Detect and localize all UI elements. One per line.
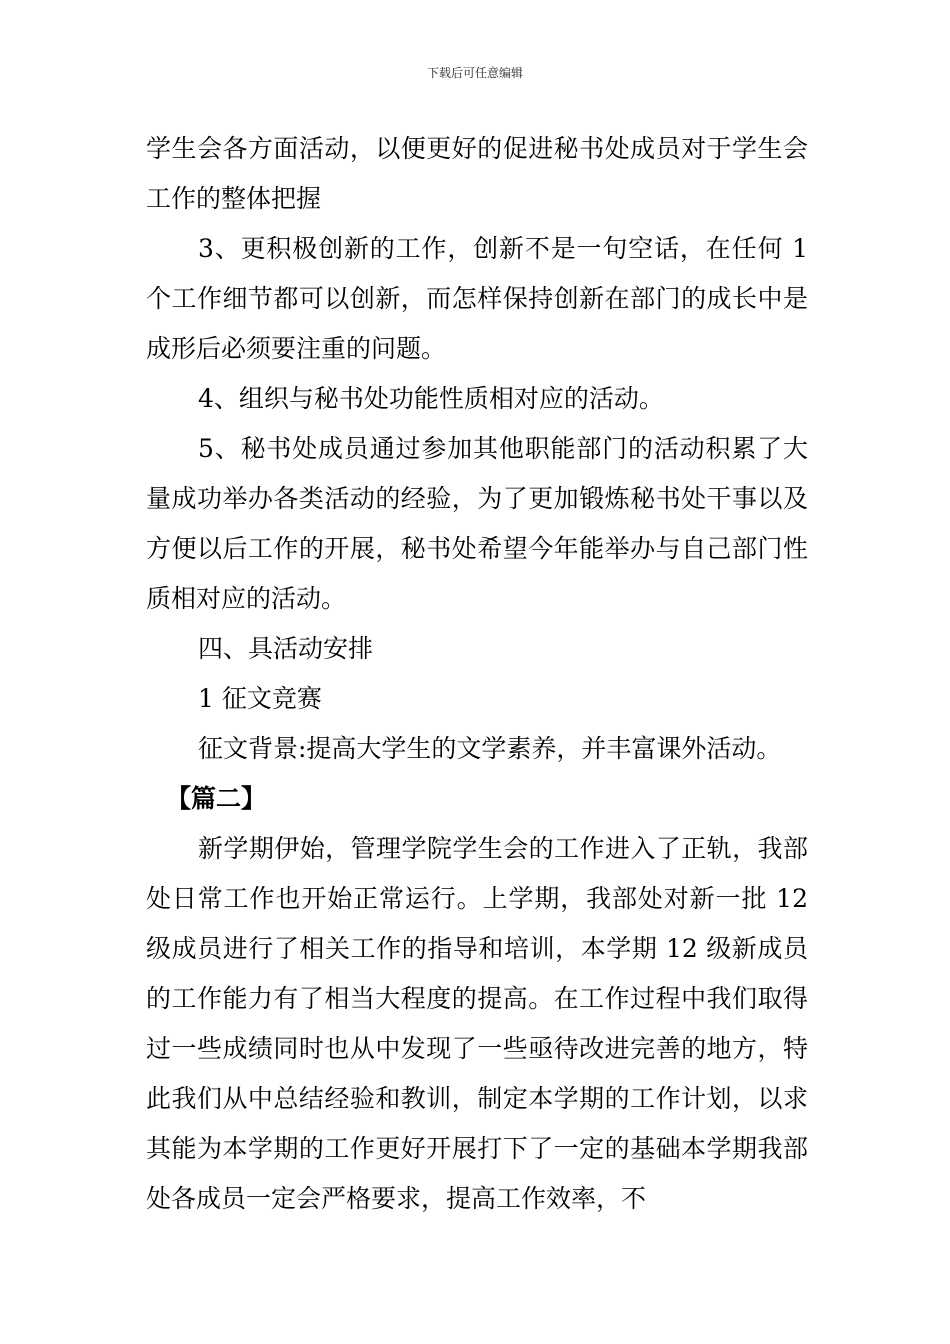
document-body [146,124,808,1224]
subheading-essay-contest: 1 征文竞赛 [198,684,322,713]
paragraph-item-5: 5、秘书处成员通过参加其他职能部门的活动积累了大量成功举办各类活动的经验，为了更加锻炼秘书处干事以及方便以后工作的开展，秘书处希望今年能举办与自己部门性质相对应的活动。 [146,434,808,613]
page-header: 下载后可任意编辑 [426,66,523,80]
paragraph-part-two-body: 新学期伊始，管理学院学生会的工作进入了正轨，我部处日常工作也开始正常运行。上学期，我部处对新一批 12 级成员进行了相关工作的指导和培训，本学期 12 级新成员的工作能力有了相当大程度的提高。在工作过程中我们取得过一些成绩同时也从中发现了一些亟待改进完善的地方，特此我们从中总结经验和教训，制定本学期的工作计划，以求其能为本学期的工作更好开展打下了一定的基础本学期我部处各成员一定会严格要求，提高工作效率，不 [146,834,808,1213]
section-heading-activity-arrangement: 四、具活动安排 [198,634,374,663]
section-title-part-two: 【篇二】 [166,784,267,813]
paragraph-item-3: 3、更积极创新的工作，创新不是一句空话，在任何 1 个工作细节都可以创新，而怎样保持创新在部门的成长中是成形后必须要注重的问题。 [146,234,808,363]
paragraph-item-4: 4、组织与秘书处功能性质相对应的活动。 [198,384,664,413]
paragraph-continuation: 学生会各方面活动，以便更好的促进秘书处成员对于学生会工作的整体把握 [146,134,808,213]
paragraph-essay-background: 征文背景:提高大学生的文学素养，并丰富课外活动。 [198,734,782,763]
